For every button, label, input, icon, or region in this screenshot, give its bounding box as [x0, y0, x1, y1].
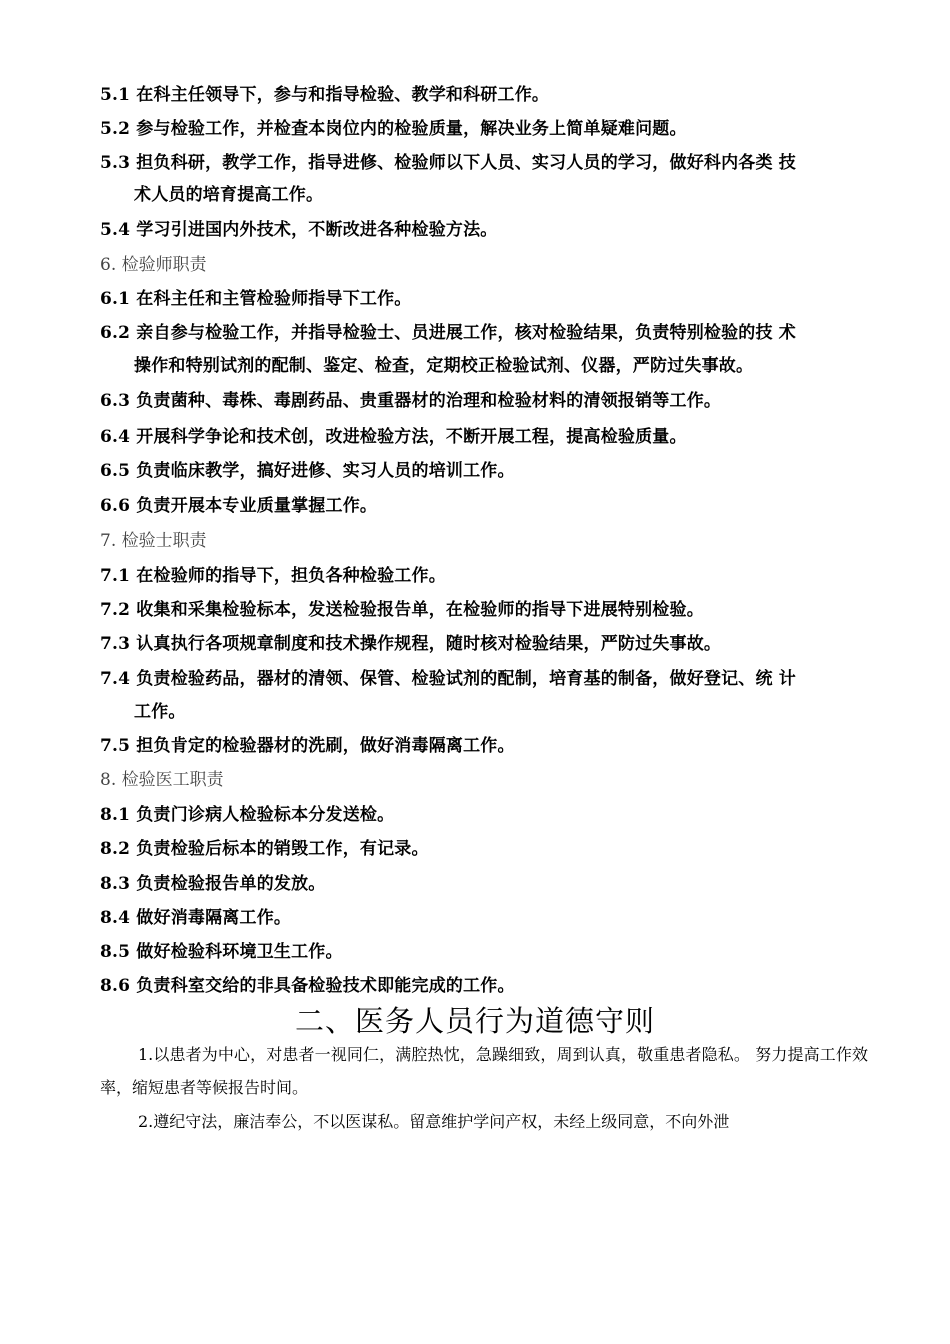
item-7-4-line1: 7.4 负责检验药品，器材的清领、保管、检验试剂的配制，培育基的制备，做好登记、统 计	[100, 669, 797, 689]
item-7-5: 7.5 担负肯定的检验器材的洗刷，做好消毒隔离工作。	[100, 736, 515, 756]
item-5-2: 5.2 参与检验工作，并检查本岗位内的检验质量，解决业务上简单疑难问题。	[100, 119, 687, 139]
item-5-1: 5.1 在科主任领导下，参与和指导检验、教学和科研工作。	[100, 85, 550, 105]
item-7-2: 7.2 收集和采集检验标本，发送检验报告单，在检验师的指导下进展特别检验。	[100, 600, 704, 620]
section-8-heading: 8. 检验医工职责	[100, 770, 224, 790]
item-8-2: 8.2 负责检验后标本的销毁工作，有记录。	[100, 839, 429, 859]
item-6-2-line1: 6.2 亲自参与检验工作，并指导检验士、员进展工作，核对检验结果，负责特别检验的技 术	[100, 323, 797, 343]
item-7-1: 7.1 在检验师的指导下，担负各种检验工作。	[100, 566, 446, 586]
item-7-3: 7.3 认真执行各项规章制度和技术操作规程，随时核对检验结果，严防过失事故。	[100, 634, 722, 654]
part-2-title: 二、医务人员行为道德守则	[294, 1004, 655, 1038]
item-6-4: 6.4 开展科学争论和技术创，改进检验方法，不断开展工程，提高检验质量。	[100, 427, 687, 447]
item-6-1: 6.1 在科主任和主管检验师指导下工作。	[100, 289, 412, 309]
item-8-6: 8.6 负责科室交给的非具备检验技术即能完成的工作。	[100, 976, 515, 996]
item-5-3-line1: 5.3 担负科研，教学工作，指导进修、检验师以下人员、实习人员的学习，做好科内各类 技	[100, 153, 797, 173]
item-5-4: 5.4 学习引进国内外技术，不断改进各种检验方法。	[100, 220, 498, 240]
item-8-5: 8.5 做好检验科环境卫生工作。	[100, 942, 343, 962]
section-7-heading: 7. 检验士职责	[100, 531, 207, 551]
item-6-2-line2: 操作和特别试剂的配制、鉴定、检查，定期校正检验试剂、仪器，严防过失事故。	[134, 356, 754, 376]
item-8-3: 8.3 负责检验报告单的发放。	[100, 874, 326, 894]
item-6-3: 6.3 负责菌种、毒株、毒剧药品、贵重器材的治理和检验材料的清领报销等工作。	[100, 391, 722, 411]
item-8-4: 8.4 做好消毒隔离工作。	[100, 908, 292, 928]
item-8-1: 8.1 负责门诊病人检验标本分发送检。	[100, 805, 395, 825]
item-5-3-line2: 术人员的培育提高工作。	[134, 185, 324, 205]
item-7-4-line2: 工作。	[134, 702, 186, 722]
part-2-paragraph-1: 1.以患者为中心，对患者一视同仁，满腔热忱，急躁细致，周到认真，敬重患者隐私。 努力提高工作效率，缩短患者等候报告时间。	[100, 1045, 868, 1097]
part-2-paragraph-2: 2.遵纪守法，廉洁奉公，不以医谋私。留意维护学问产权，未经上级同意，不向外泄	[138, 1112, 730, 1131]
item-6-5: 6.5 负责临床教学，搞好进修、实习人员的培训工作。	[100, 461, 515, 481]
item-6-6: 6.6 负责开展本专业质量掌握工作。	[100, 496, 378, 516]
section-6-heading: 6. 检验师职责	[100, 255, 207, 275]
